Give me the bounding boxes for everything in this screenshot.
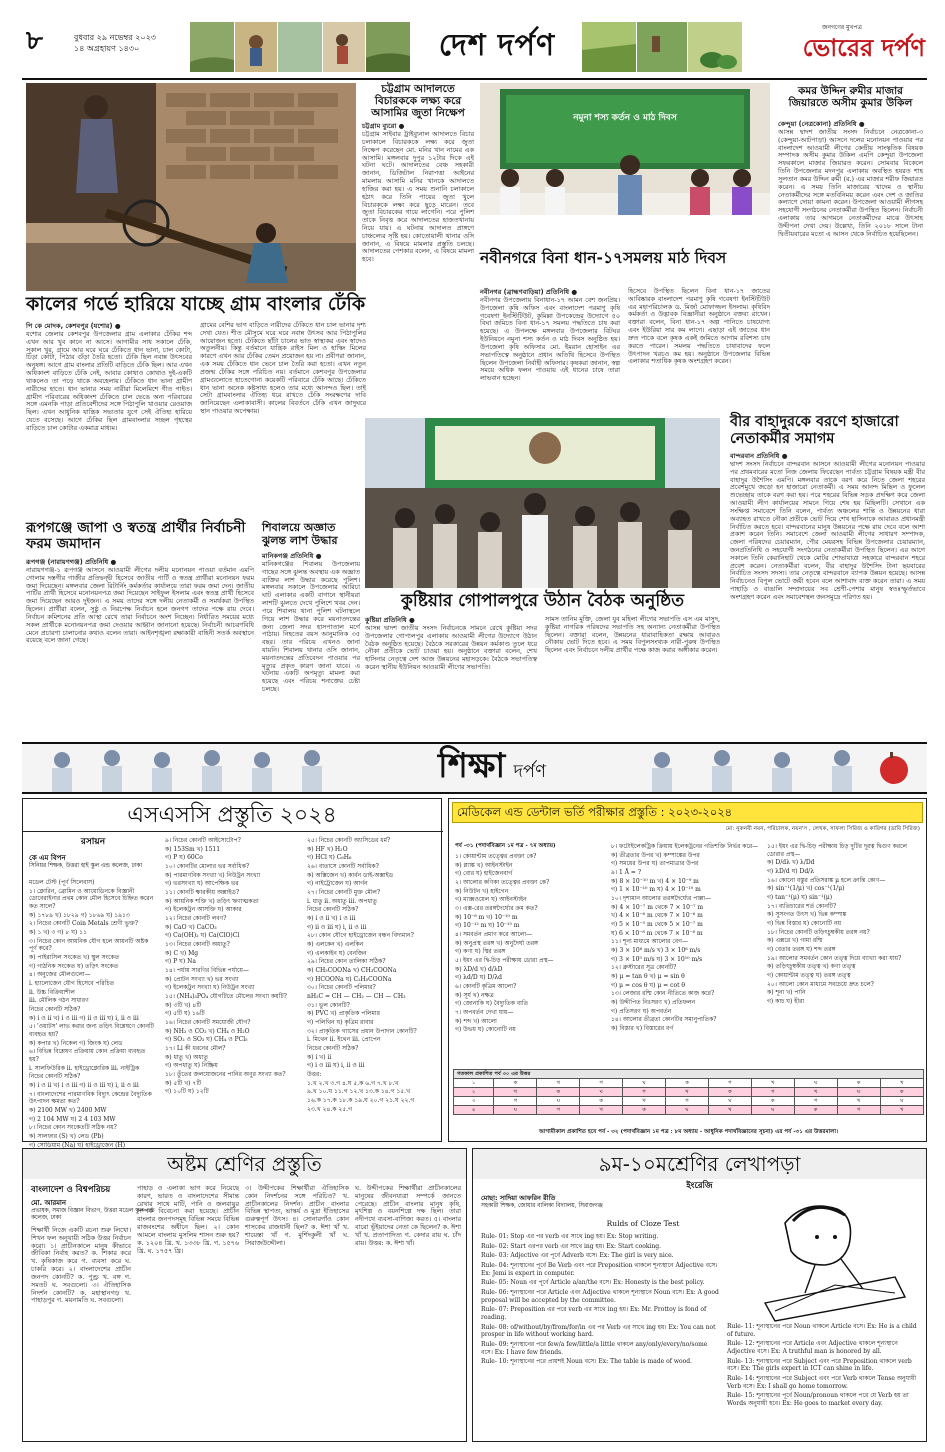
medical-question-line: ক) D/dλ খ) λ/Dd [767, 859, 815, 867]
cloze-rule: Rule- 15: শূন্যস্থানের পূর্বে Noun/pronoun থাকলে পরে যে Verb হয় তা Words অনুযায়ী হবে। Ex: He goes to market every day. [727, 1392, 909, 1408]
ssc-question-line: ক) 153Sm খ) 1511 [165, 845, 221, 853]
answer-cell: ক [494, 1079, 537, 1088]
ssc-question-line: ২৭। নিচের কোনটি মুক্ত মৌল? [307, 889, 381, 897]
kushtia-body [365, 616, 720, 736]
kushtia-headline: কুষ্টিয়ার গোপালপুরে উঠান বৈঠক অনুষ্ঠিত [400, 591, 685, 611]
field-day-body [480, 288, 770, 410]
dheki-col1: পি কে মোদক, কেশবপুর (যশোর) ● যশোর জেলার কেশবপুর উপজেলার গ্রাম এলাকার ঢেঁকির শব্দ এখন আর খুব কানে না আসে। আগামীর সাধ সকালে ঢেঁকি, সকাল খুর, গ্রামে আর ঘরে ঘরে ঢেঁকিতে ধান ভানা, চাল কোটা, চিঁড়া কোটা, পিঠার গুঁড়া তৈরি হতো। ঢেঁকি ছিল নবান্ন উৎসবের অনুষঙ্গ। আগে গ্রাম বাংলার প্রতিটি বাড়িতে ঢেঁকি ছিল। আর এখন অধিকাংশ বাড়িতে ঢেঁকি নেই, আবার কোথাও কোথাও দুই-একটি থাকলেও তা পড়ে থাকে অবহেলায়। ঢেঁকিতে ধান ভানা গ্রামীণ নারীদের হাতে। ধান ভানার সময় নারীরা মিলেমিশে গীত গাইত। গ্রামীণ পরিবারের অধিকাংশ ঢেঁকিতে চাল ভেঙে অন্য পরিবারের সঙ্গে এমনকি পাড়া প্রতিবেশীদের সঙ্গে পিঠাপুলি খাওয়ার রেওয়াজ ছিল। এখন আধুনিক যান্ত্রিক সভ্যতার যুগে সেই ঐতিহ্য হারিয়ে যেতে বসেছে। আগে ঢেঁকির ছিল গ্রামবাংলার সচ্ছল গৃহস্থের বাড়িতে চাল কোটার একমাত্র মাধ্যম। [26, 322, 192, 432]
page-number: ৮ [26, 26, 43, 56]
ssc-question-line: ক) CaO খ) CaCO₃ [165, 923, 217, 931]
medical-question-line: ২০। আলো কোন মাধ্যমে সবচেয়ে দ্রুত চলে? [767, 980, 874, 988]
ssc-question-line: ৬। বিভিন্ন বিশ্লেষণ প্রক্রিয়ায় কোন প্রক্রিয়া ব্যবহৃত হয়? [29, 1048, 146, 1064]
medical-question-line: গ) λD/d ঘ) Dd/λ [767, 868, 814, 876]
answer-cell: ঘ [494, 1106, 537, 1115]
field-day-col1: নবীনগর (ব্রাহ্মণবাড়িয়া) প্রতিনিধি ● নবীনগর উপজেলায় বিনাধান-১৭ আমন বেশ জনপ্রিয়। উপজেলা কৃষি অফিস এবং বাংলাদেশ পরমাণু কৃষি গবেষণা ইনস্টিটিউট, কুমিল্লা উপকেন্দ্রের উদ্যোগে ৫০ বিঘা জমিতে বিনা ধান-১৭ সমলয় পদ্ধতিতে চাষ করা হয়েছে। এ উপলক্ষে মঙ্গলবার উপজেলার বিটঘর ইউনিয়নে নমুনা শস্য কর্তন ও মাঠ দিবস অনুষ্ঠিত হয়। উপজেলা কৃষি অফিসার মো. ইমরান হোসাইন এর সভাপতিত্বে অনুষ্ঠানে প্রধান অতিথি হিসেবে উপস্থিত ছিলেন উপজেলা নির্বাহী অফিসার। কৃষকরা জানান, স্বল্প সময়ে অধিক ফলন পাওয়ায় এই ধানের চাষে তারা লাভবান হচ্ছেন। [480, 288, 620, 383]
dheki-photo [26, 83, 356, 291]
cloze-rule: Rule- 14: শূন্যস্থানের পরে Subject এবং পরে Verb থাকলে Tense অনুযায়ী Verb বসে। Ex: I shall go home tomorrow. [727, 1375, 917, 1390]
answer-cell: খ [880, 1106, 923, 1115]
field-day-col2: হিসেবে উপস্থিত ছিলেন বিনা ধান-১৭ জাতের আবিষ্কারক বাংলাদেশ পরমাণু কৃষি গবেষণা ইনস্টিটিউট এর মহাপরিচালক ড. মির্জা মোফাজ্জল ইসলাম। কৃষিবিদ কর্মকর্তা ও উদ্ভাবক বিজ্ঞানীরা অনুষ্ঠানে বক্তব্য রাখেন। বক্তারা বলেন, বিনা ধান-১৭ অল্প পানিতে চাষযোগ্য এবং ইউরিয়া সার কম লাগে। এছাড়া এই জাতের ধান দ্রুত পাকে বলে কৃষক একই জমিতে আগাম রবিশস্য চাষ করতে পারেন। সমলয় পদ্ধতিতে চাষাবাদের ফলে উৎপাদন খরচও কম হয়। অনুষ্ঠানে উপজেলার বিভিন্ন এলাকার শতাধিক কৃষক অংশগ্রহণ করেন। [628, 287, 770, 366]
courtyard-meeting-image [365, 418, 720, 588]
education-banner-small: দর্পণ [513, 761, 547, 782]
answer-cell: খ [623, 1097, 666, 1106]
medical-question-line: ৮। ফটোইলেকট্রিক ক্রিয়ায় ইলেকট্রনের গতিশক্তি নির্ভর করে— [611, 843, 759, 850]
field-day-meeting-image [480, 83, 770, 245]
ssc-question-line: ৩। নিচের কোন আয়নিক যৌগ হলে আয়নটি অষ্টক পূর্ণ করে? [29, 937, 149, 953]
medical-question-line: ক) 3 × 10⁸ m/s খ) 3 × 10⁶ m/s [611, 947, 701, 955]
ssc-author-desc: সিনিয়র শিক্ষক, উত্তরা হাই স্কুল এন্ড কলেজ, ঢাকা [29, 862, 143, 869]
cloze-rule: Rule- 13: শূন্যস্থানের পরে Subject এবং পরে Preposition থাকলে verb বসে। Ex: The girls expert in ICT can shine in life. [727, 1357, 912, 1373]
ssc-question-line: ৭। বাংলাদেশের পারমাণবিক বিদ্যুৎ কেন্দ্রের বৈদ্যুতিক উৎপাদন ক্ষমতা কত? [29, 1090, 152, 1106]
ssc-question-line: ১৬.ক ১৭.ক ১৮.ক ১৯.ঘ ২০.গ ২১.ঘ ২২.গ [307, 1097, 415, 1105]
ssc-question-line: গ) পলিথিন ঘ) কৃত্রিম রাবার [307, 1019, 374, 1027]
medical-question-line: ১৩। লেজার রশ্মি কোন নীতিতে কাজ করে? [611, 990, 715, 998]
ssc-question-line: i. হ্যালোজেন যৌগ হিসেবে পরিচিত [29, 980, 115, 988]
answer-cell: ঘ [708, 1097, 751, 1106]
rally-headline: বীর বাহাদুরকে বরণে হাজারো নেতাকর্মীর সমাগম [730, 414, 899, 447]
education-banner [22, 742, 927, 794]
answer-cell: খ [837, 1097, 880, 1106]
medical-question-line: ৩। এক্স-রের তরঙ্গদৈর্ঘ্যের ক্রম কত? [455, 905, 538, 913]
answer-cell: খ [751, 1079, 794, 1088]
students-image-right [632, 746, 917, 792]
ssc-question-line: ১৪। পর্যায় সারণির বিভিন্ন পর্যায়ে— [165, 967, 249, 975]
class9-rules-title: Rulds of Cloze Test [606, 1219, 680, 1228]
answer-cell: ঘ [623, 1079, 666, 1088]
answer-cell: ক [837, 1079, 880, 1088]
medical-question-line: ক) নিউটন খ) হাইগেন [455, 887, 509, 895]
medical-question-line: ক) সূর্য খ) নক্ষত্র [455, 991, 494, 999]
ssc-question-line: ৯.খ ১০.ঘ ১১.গ ১২.খ ১৩.ক ১৪.গ ১৫.খ [307, 1088, 411, 1096]
ssc-question-line: ২। নিচের কোনটি Coin Metals শ্রেণী ভুক্ত? [29, 920, 138, 928]
ssc-question-line: ক) প্রোটন সংখ্যা খ) ভর সংখ্যা [165, 975, 239, 983]
medical-question-line: ক) λD/d খ) d/λD [455, 965, 503, 973]
medical-question-line: ক) সুসংগত উৎস খ) ভিন্ন কম্পাঙ্ক [767, 911, 847, 919]
class8-author-desc: প্রভাষক, সমাজ বিজ্ঞান বিভাগ, উত্তরা মডেল স্কুল এন্ড কলেজ, ঢাকা [31, 1207, 155, 1221]
medical-question-line: গ) কাচ ঘ) হীরা [767, 998, 805, 1006]
answer-cell: ৪ [454, 1106, 494, 1115]
ssc-question-line: ৯। নিচের কোনটি আইসোটোপ? [165, 837, 241, 844]
medical-question-line: গ) বোর ঘ) হাইজেনবার্গ [455, 870, 513, 878]
medical-question-line: গ) λd/D ঘ) D/λd [455, 974, 502, 982]
ssc-question-line: নিচের কোনটি সঠিক? [29, 1073, 81, 1081]
shibalay-body: মানিকগঞ্জ প্রতিনিধি ● মানিকগঞ্জের শিবালয় উপজেলায় গাছের সঙ্গে ঝুলন্ত অবস্থায় এক অজ্ঞাত ব্যক্তির লাশ উদ্ধার করেছে পুলিশ। মঙ্গলবার সকালে উপজেলার আরিচা ঘাট এলাকার একটি বাগানে স্থানীয়রা লাশটি ঝুলতে দেখে পুলিশে খবর দেন। পরে শিবালয় থানা পুলিশ ঘটনাস্থলে গিয়ে লাশ উদ্ধার করে ময়নাতদন্তের জন্য জেলা সদর হাসপাতাল মর্গে পাঠায়। নিহতের বয়স আনুমানিক ৩৫ বছর। তার পরিচয় এখনও জানা যায়নি। শিবালয় থানার ওসি জানান, ময়নাতদন্তের প্রতিবেদন পাওয়ার পর মৃত্যুর প্রকৃত কারণ জানা যাবে। এ ঘটনায় একটি অপমৃত্যু মামলা করা হয়েছে এবং পরিচয় শনাক্তের চেষ্টা চলছে। [262, 552, 360, 694]
brand-tag: জনগণের মুখপত্র [822, 24, 862, 31]
medical-question-line: ঘ) 6 × 10⁻⁸ m থেকে 7 × 10⁻⁸ m [611, 929, 703, 937]
answer-cell: গ [580, 1079, 623, 1088]
medical-question-line: গ) μ = cos θ ঘ) μ = cot θ [611, 981, 685, 989]
medical-question-line: গ) সময়ের উপর ঘ) তাপমাত্রার উপর [611, 860, 699, 868]
ssc-question-line: ক) i ও ii খ) i ও iii [307, 915, 356, 923]
medical-question-line: ক) 10⁻⁸ m খ) 10⁻¹⁰ m [455, 913, 518, 921]
medical-question-line: গ) জোনাকি ঘ) বৈদ্যুতিক বাতি [455, 1000, 529, 1008]
class8-title: অষ্টম শ্রেণির প্রস্তুতি [23, 1149, 466, 1179]
dheki-headline: কালের গর্ভে হারিয়ে যাচ্ছে গ্রাম বাংলার ঢেঁকি [26, 293, 366, 315]
medical-question-line: ক) μ = tan θ খ) μ = sin θ [611, 973, 685, 981]
ssc-question-line: ক) ধাতু খ) অধাতু [165, 1053, 208, 1061]
kushtia-col1: কুষ্টিয়া প্রতিনিধি ● আসন্ন দ্বাদশ জাতীয় সংসদ নির্বাচনকে সামনে রেখে কুষ্টিয়া সদর উপজেলার গোপালপুর এলাকায় আওয়ামী লীগের উদ্যোগে উঠান বৈঠক অনুষ্ঠিত হয়েছে। বৈঠকে সরকারের উন্নয়ন কর্মকাণ্ড তুলে ধরে নৌকা প্রতীকে ভোট চাওয়া হয়। অনুষ্ঠানে বক্তারা বলেন, শেখ হাসিনার নেতৃত্বে দেশ আজ উন্নয়নের মহাসড়কে। বৈঠকে সভাপতিত্ব করেন স্থানীয় ইউনিয়ন আওয়ামী লীগের সভাপতি। [365, 616, 537, 672]
ssc-question-line: ক) ৩টি খ) ৪টি [165, 1001, 202, 1009]
ssc-question-line: ২৩.খ ২৪.ক ২৫.গ [307, 1105, 352, 1113]
medical-question-line: ক) অনুপ্রস্থ তরঙ্গ খ) অনুদৈর্ঘ্য তরঙ্গ [455, 939, 539, 947]
class8-author: মো. আরমান [31, 1199, 66, 1208]
answer-cell: ঘ [580, 1088, 623, 1097]
medical-question-line: ক) 4 × 10⁻⁷ m থেকে 7 × 10⁻⁷ m [611, 903, 704, 911]
medical-question-line: ১০। দৃশ্যমান আলোর তরঙ্গদৈর্ঘ্যের পাল্লা— [611, 895, 712, 903]
cloze-rule: Rule- 03: Adjective এর পূর্বে Adverb বসে। Ex: The girl is very nice. [481, 1252, 674, 1260]
ssc-question-line: ৪। অনুজের মৌলগুলো— [29, 971, 91, 979]
ssc-question-line: ক) কপার খ) নিকেল গ) জিংক ঘ) লেড [29, 1039, 123, 1047]
ssc-question-line: গ) গাঠনিক সংকেত ঘ) তড়িৎ সংকেত [29, 962, 119, 970]
medical-question-line: ক) তীব্রতার উপর খ) কম্পাঙ্কের উপর [611, 851, 700, 859]
ssc-question-line: ৮। নিচের কোন সংকেতটি সঠিক নয়? [29, 1124, 117, 1132]
medical-question-line: ক) শব্দ খ) আলো [455, 1017, 497, 1025]
medical-question-line: ১২। ব্রুস্টারের সূত্র কোনটি? [611, 964, 677, 972]
dheki-body [26, 322, 366, 514]
ssc-meta [29, 837, 157, 870]
ssc-question-line: ক) PVC খ) প্রাকৃতিক পলিমার [307, 1010, 380, 1018]
ssc-question-line: গ) SO₂ ও SO₃ ঘ) CH₄ ও PCl₅ [165, 1036, 248, 1044]
field-photos-image [582, 22, 742, 72]
answer-cell: গ [537, 1106, 580, 1115]
answer-cell: ঘ [666, 1106, 709, 1115]
field-day-photo-banner: নমুনা শস্য কর্তন ও মাঠ দিবস [573, 113, 677, 123]
medical-question-line: গ) 1 × 10⁻¹⁰ m ঘ) 4 × 10⁻¹⁰ m [611, 886, 701, 894]
medical-question-line: গ) tan⁻¹(μ) ঘ) sin⁻¹(μ) [767, 894, 833, 902]
answer-cell: খ [708, 1106, 751, 1115]
answer-cell: গ [794, 1097, 837, 1106]
answer-cell: খ [494, 1088, 537, 1097]
class8-col1: শিক্ষার্থী নিজে একটি রচনা শুরু লিখো। শিখন ফল অনুযায়ী সঠিক উত্তর নির্বাচন করো। ১। প্রাচীনকালে মানুষ কীভাবে জীবিকা নির্বাহ করত? ক. শিকার করে খ. কৃষিকাজ করে গ. ব্যবসা করে ঘ. চাকরি করে। ২। বাংলাদেশের প্রাচীন জনপদ কোনটি? ক. পুণ্ড্র খ. বঙ্গ গ. সমতট ঘ. সবগুলো। ৩। ঐতিহাসিক নিদর্শন কোনটি? ক. মহাস্থানগড় খ. পাহাড়পুর গ. ময়নামতি ঘ. সবগুলো। [31, 1226, 131, 1305]
medical-question-line: ক) শূন্য খ) পানি [767, 989, 806, 997]
answer-cell: ক [880, 1088, 923, 1097]
ssc-question-line: গ) ১০টি ঘ) ১২টি [165, 1088, 209, 1096]
ssc-question-line: ৫। 'ওয়াটস' লাভ করার জন্য তড়িৎ বিশ্লেষণে কোনটি ব্যবহৃত হয়? [29, 1023, 154, 1039]
medical-question-line: ১৬। কোনো বস্তুর প্রতিসরাঙ্ক μ হলে ক্রান্তি কোণ— [767, 876, 886, 884]
ssc-question-line: গ) P ঘ) Na [165, 958, 196, 966]
ssc-question-line: i. ধাতু ii. অধাতু iii. অপধাতু [307, 897, 378, 905]
medical-question-line: ৫। ইয়ং এর দ্বি-চিড় পরীক্ষায় ডোরা প্রস্থ— [455, 957, 554, 965]
ssc-question-line: ক) ৫টি খ) ৭টি [165, 1079, 202, 1087]
medical-question-line: গ) কণা ঘ) স্থির তরঙ্গ [455, 948, 506, 956]
answer-cell: ক [666, 1079, 709, 1088]
medical-question-line: ৭। অপবর্তন দেখা যায়— [455, 1009, 514, 1017]
answer-cell: গ [623, 1088, 666, 1097]
medical-question-line: ১৫। ইয়ং এর দ্বি-চিড় পরীক্ষায় চিড় দুটির দূরত্ব দ্বিগুণ করলে ডোরার প্রস্থ— [767, 843, 907, 858]
class9-section [472, 1148, 927, 1442]
rupganj-headline: রূপগঞ্জে জাপা ও স্বতন্ত্র প্রার্থীর নির্বাচনী ফরম জমাদান [26, 520, 246, 553]
ssc-question-line: i. মিথেন ii. ইথেন iii. প্রোপেন [307, 1036, 381, 1044]
ssc-question-line: ক) i খ) ii [307, 1053, 332, 1061]
ssc-question-line: ১৭। Li কী ধরনের মৌল? [165, 1045, 226, 1053]
ssc-question-line: iii. মৌলিক গঠন সাধারণ [29, 997, 89, 1005]
medical-question-line: ক) এক্সরে খ) গামা রশ্মি [767, 937, 823, 945]
answer-cell: ১ [454, 1079, 494, 1088]
farm-photos-image [190, 22, 410, 72]
answer-cell: ক [623, 1106, 666, 1115]
cloze-rules-right [727, 1323, 921, 1439]
medical-question-line: ১৭। ব্যতিচারের শর্ত কোনটি? [767, 902, 837, 910]
students-image-left [32, 746, 332, 792]
medical-answer-table [453, 1069, 924, 1115]
section-title: দেশ দর্পণ [438, 28, 556, 63]
ssc-question-line: ১০। কোনটির মোলার ভর সর্বাধিক? [165, 863, 250, 871]
ssc-question-line: গ) অপধাতু ঘ) নিষ্ক্রিয় [165, 1062, 218, 1070]
ssc-question-line: ৩০। নিচের কোনটি পলিমার? [307, 984, 376, 992]
ssc-question-line: নিচের কোনটি সঠিক? [29, 1006, 81, 1014]
ssc-question-line: গ) নাইট্রোজেন ঘ) আর্গন [307, 880, 368, 888]
ssc-question-line: ২৯। নিচের কোন তালিকা সঠিক? [307, 958, 386, 966]
ssc-question-line: ৩২। প্রাকৃতিক গ্যাসের প্রধান উপাদান কোনটি? [307, 1027, 417, 1035]
education-banner-big: শিক্ষা [437, 746, 506, 786]
medical-question-line: গ) 3 × 10⁵ m/s ঘ) 3 × 10¹⁰ m/s [611, 955, 703, 963]
medical-question-line: ক) তড়িৎচুম্বকীয় তত্ত্ব খ) কণা তত্ত্ব [767, 963, 856, 971]
answer-cell: খ [794, 1088, 837, 1097]
cloze-rule: Rule- 10: শূন্যস্থানের পরে প্রায়শই Noun বসে। Ex: The table is made of wood. [481, 1358, 692, 1366]
cloze-rules-left [481, 1233, 721, 1439]
ssc-question-line: ক) i ও ii খ) i ও iii গ) ii ও iii ঘ) i, ii ও iii [29, 1082, 139, 1090]
cloze-rule: Rule- 09: শূন্যস্থানের পরে few/a few/little/a little থাকলে any/only/every/no/some বসে। Ex: I have few friends. [481, 1341, 708, 1356]
class8-subject: বাংলাদেশ ও বিশ্বপরিচয় [31, 1185, 111, 1195]
ssc-question-line: উত্তর: [307, 1071, 322, 1079]
ssc-question-line: ii. উচ্চ বিক্রিয়াশীল [29, 988, 75, 996]
ssc-question-line: নিচের কোনটি সঠিক? [307, 1045, 359, 1053]
ssc-question-line: গ) ইলেকট্রন সংখ্যা ঘ) নিউট্রন সংখ্যা [165, 984, 255, 992]
masthead [22, 20, 927, 76]
medical-question-line: ৯। 1 Å = ? [611, 869, 642, 877]
ssc-question-line: ক) সালফার (S) খ) লেড (Pb) [29, 1133, 104, 1141]
field-day-headline: নবীনগরে বিনা ধান-১৭সমলয় মাঠ দিবস [480, 249, 727, 267]
medical-question-line: ক) sin⁻¹(1/μ) খ) cos⁻¹(1/μ) [767, 885, 845, 893]
kushtia-photo [365, 418, 720, 588]
answer-row [454, 1097, 924, 1106]
ssc-question-line: গ) ভরসংখ্যা ঘ) আপেক্ষিক ভর [165, 880, 239, 888]
masthead-photo-strip-left [190, 22, 410, 72]
ssc-question-line: গ) ii ও iii ঘ) i, ii ও iii [307, 923, 367, 931]
ssc-question-line: i. সালফিউরিক ii. হাইড্রোক্লোরিক iii. নাইট্রিক [29, 1064, 140, 1072]
answer-cell: ২ [454, 1088, 494, 1097]
masthead-photo-strip-right [582, 22, 742, 72]
ssc-question-line: ১। ক্লোরিন, ব্রোমিন ও আয়োডিনকে বিজ্ঞানী ডোবেরাইনার প্রথম কোন মৌল হিসেবে চিহ্নিত করেন কত সালে? [29, 887, 154, 911]
ssc-question-line: ১৬। নিচের কোনটি সমযোজী যৌগ? [165, 1019, 251, 1027]
answer-row [454, 1088, 924, 1097]
answer-cell: ৩ [454, 1097, 494, 1106]
cloze-rule: Rule- 08: of/without/by/from/for/in এর পর Verb এর সাথে ing হয়। Ex: You can not prosper in life without working hard. [481, 1323, 716, 1339]
answer-cell: ক [751, 1097, 794, 1106]
class9-subject: ইংরেজি [686, 1181, 713, 1191]
answer-cell: খ [666, 1088, 709, 1097]
ssc-question-line: গ) HCl ঘ) C₆H₆ [307, 854, 352, 862]
ssc-question-line: ১২। নিচের কোনটি লবণ? [165, 915, 227, 923]
ssc-question-line: ক) ১৭৮৯ খ) ১৮২৯ গ) ১৮৬৯ ঘ) ১৯১৩ [29, 911, 130, 919]
mazar-body: কেন্দুয়া (নেত্রকোনা) প্রতিনিধি ● আসন্ন দ্বাদশ জাতীয় সংসদ নির্বাচনে নেত্রকোনা-৩ (কেন্দুয়া-আটপাড়া) আসনে দলের মনোনয়ন পাওয়ার পর বাংলাদেশ আওয়ামী লীগের কেন্দ্রীয় সাংস্কৃতিক বিষয়ক সম্পাদক অসীম কুমার উকিল এমপি কেন্দুয়া উপজেলা সফরকালে মাজার জিয়ারত করেন। সোমবার বিকেলে তিনি উপজেলার মদনপুর এলাকায় অবস্থিত হযরত শাহ সুলতান কমর উদ্দিন রুমী (র.) এর মাজার শরীফ জিয়ারত করেন। এ সময় তিনি মাজারের খাদেম ও স্থানীয় নেতাকর্মীদের সঙ্গে মতবিনিময় করেন এবং দেশ ও জাতির কল্যাণে দোয়া কামনা করেন। উপজেলা আওয়ামী লীগসহ সহযোগী সংগঠনের নেতাকর্মীরা উপস্থিত ছিলেন। নির্বাচনী এলাকায় তার আগমনে নেতাকর্মীদের মাঝে উৎসাহ উদ্দীপনা দেখা দেয়। উল্লেখ্য, তিনি ২০১৮ সালে টানা দ্বিতীয়বারের মতো এ আসন থেকে নির্বাচিত হয়েছিলেন। [778, 120, 923, 238]
cloze-rule: Rule- 11: শূন্যস্থানের পরে Noun থাকলে Article বসে। Ex: He is a child of future. [727, 1323, 917, 1338]
court-body: চট্টগ্রাম ব্যুরো ● চট্টগ্রাম সাইবার ট্রাইব্যুনাল আদালতে বিচার চলাকালে বিচারককে লক্ষ্য করে জুতা নিক্ষেপ করেছেন মো. মনির খান নামের এক আসামি। মঙ্গলবার দুপুর ১২টার দিকে এই ঘটনা ঘটে। আদালতের বেঞ্চ সহকারী জানান, ডিজিটাল নিরাপত্তা আইনের মামলায় আসামি মনির খানকে আদালতে হাজির করা হয়। এ সময় শুনানি চলাকালে হঠাৎ করে তিনি পায়ের জুতা খুলে বিচারককে লক্ষ্য করে ছুড়ে মারেন। তবে জুতা বিচারকের গায়ে লাগেনি। পরে পুলিশ তাকে নিবৃত্ত করে আদালতের হাজতখানায় নিয়ে যায়। এ ঘটনায় আদালত প্রাঙ্গণে চাঞ্চল্যের সৃষ্টি হয়। কোতোয়ালী থানার ওসি জানান, এ বিষয়ে মামলার প্রস্তুতি চলছে। আদালতের পেশকার বলেন, এ বিষয়ে মামলা হবে। [362, 122, 474, 264]
ssc-question-line: গ) i ও iii ঘ) i, ii ও iii [307, 1062, 365, 1070]
ssc-question-line: ২৬। বাতাসে কোনটি সর্বাধিক? [307, 863, 379, 871]
kushtia-col2: সামস তানিম মুক্তি, জেলা যুব মহিলা লীগের সভাপতি এস এম মাসুদ, কুষ্টিয়া নাগরিক পরিষদের সভাপতি সহ অন্যান্য নেতাকর্মীরা উপস্থিত ছিলেন। বক্তারা বলেন, উন্নয়নের ধারাবাহিকতা রক্ষায় আবারও নৌকায় ভোট দিতে হবে। এ সময় বিপুলসংখ্যক নারী-পুরুষ উপস্থিত ছিলেন এবং নির্বাচনে দলীয় প্রার্থীর পক্ষে কাজ করার অঙ্গীকার করেন। [545, 615, 720, 655]
medical-question-line: ৪। সমবর্তন প্রমাণ করে আলো— [455, 931, 533, 939]
brand-logo: ভোরের দর্পণ [802, 34, 925, 62]
medical-question-line: ক) প্ল্যাঙ্ক খ) আইনস্টাইন [455, 861, 513, 869]
ssc-question-line: মডেল টেস্ট (পূর্ণ সিলেবাস) [29, 879, 95, 886]
ssc-question-line: গ) 2 104 MW ঘ) 2 4 103 MW [29, 1115, 116, 1123]
ssc-question-line: গ) ৫টি ঘ) ১৬টি [165, 1010, 205, 1018]
medical-footer: আগামীকাল প্রকাশিত হবে পর্ব - ৩২ (পদার্থবিজ্ঞান ১ম পত্র : ৮ম অধ্যায় - আধুনিক পদার্থবিজ্ঞানের সূচনা) এর পর্ব -৩১ এর উত্তরমালা। [538, 1129, 839, 1135]
ssc-question-line: ক) NH₃ ও CO₂ খ) CH₄ ও H₂O [165, 1027, 250, 1035]
answer-table-header: গতকাল প্রকাশিত পর্ব ৩০ এর উত্তর [454, 1070, 924, 1079]
ssc-question-line: ক) অক্সিজেন খ) কার্বন ডাই-অক্সাইড [307, 871, 394, 879]
answer-cell: ক [794, 1106, 837, 1115]
masthead-rule [22, 78, 927, 80]
mazar-headline: কমর উদ্দিন রুমীর মাজার জিয়ারতে অসীম কুমার উকিল [788, 85, 913, 110]
answer-cell: গ [494, 1097, 537, 1106]
ssc-author: কে এম বিপন [29, 853, 66, 862]
ssc-question-line: nH₂C = CH — CH₂ — CH — CH₃ [307, 993, 406, 1001]
cloze-rule: Rule- 05: Noun এর পূর্বে Article a/an/the বসে। Ex: Honesty is the best policy. [481, 1279, 705, 1287]
medical-question-line: ক) উদ্দীপিত নিঃসরণ খ) প্রতিফলন [611, 999, 696, 1007]
medical-question-line: ২। আলোর কণিকা তত্ত্বের প্রবক্তা কে? [455, 879, 550, 887]
woman-husking-rice-image [26, 83, 356, 291]
answer-cell: ক [537, 1088, 580, 1097]
medical-col3 [767, 843, 921, 1065]
ssc-question-line: ক) C খ) Mg [165, 949, 199, 957]
answer-row [454, 1079, 924, 1088]
medical-col1 [455, 853, 605, 1065]
answer-cell: গ [751, 1088, 794, 1097]
cloze-rule: Rule- 07: Preposition এর পরে verb এর সাথে ing হয়। Ex: Mr. Prottoy is fond of reading. [481, 1306, 707, 1322]
ssc-col3 [307, 837, 437, 1139]
field-day-photo [480, 83, 770, 245]
answer-row [454, 1106, 924, 1115]
ssc-question-line: ১১। কোনটি ক্ষারকীয় অক্সাইড? [165, 889, 240, 897]
ssc-question-line: গ) ইলেকট্রন আসক্তি ঘ) আকার [165, 906, 242, 914]
ssc-question-line: ক) HF খ) H₂O [307, 845, 348, 853]
medical-part: পর্ব -৩১ (পদার্থবিজ্ঞান ১ম পত্র - ৭ম অধ্যায়) [455, 843, 556, 849]
cloze-rule: Rule- 01: Stop এর পর verb এর সাথে ing হয়। Ex: Stop writing. [481, 1233, 659, 1240]
dheki-col2: গ্রামের বেশির ভাগ বাড়িতে নারীদের ঢেঁকিতে ধান চাল ভানার দৃশ্য দেখা যেত। শীত মৌসুমে ঘরে ঘরে নবান্ন উৎসব আর পিঠাপুলির আয়োজন হতো। ঢেঁকিতে ছাঁটা চালের ভাত স্বাস্থ্যকর এবং স্বাদেও অতুলনীয়। কিন্তু বর্তমানে যান্ত্রিক রাইস মিল ও হাস্কিং মিলের কারণে এখন আর ঢেঁকির তেমন প্রয়োজন হয় না। প্রবীণরা জানান, এক সময় ঢেঁকিতে ধান ভেনে চাল তৈরি করা হতো। এখন নতুন প্রজন্ম ঢেঁকির সঙ্গে পরিচিত নয়। বর্তমানে কেশবপুর উপজেলার গ্রামগুলোতে হাতেগোনা কয়েকটি পরিবারে ঢেঁকি আছে। ঢেঁকিতে ধান ভানা অনেক কষ্টসাধ্য হলেও তার মধ্যে আনন্দও ছিল। তাই সেটা গ্রামবাংলার ঐতিহ্য ধরে রাখতে ঢেঁকি সংরক্ষণের দাবি জানিয়েছেন এলাকাবাসী। কালের বিবর্তনে ঢেঁকি এখন জাদুঘরে স্থান পাওয়ার অপেক্ষায়। [200, 321, 366, 415]
answer-cell: গ [666, 1097, 709, 1106]
class8-col3: ৩। উদ্দীপকের শিক্ষার্থীরা ঐতিহাসিক কোন নিদর্শনের সঙ্গে পরিচিত? খ. প্রাচীনকালের নিদর্শন। প্রাচীন বাংলার বিভিন্ন স্থাপত্য, ভাস্কর্য ও মুদ্রা ইতিহাসের গুরুত্বপূর্ণ উৎস। ৪। সোনারগাঁও কোন শাসকের রাজধানী ছিল? ক. ঈশা খাঁ খ. শায়েস্তা খাঁ গ. মুর্শিদকুলী খাঁ ঘ. সিরাজউদ্দৌলা। [245, 1184, 349, 1247]
medical-question-line: গ) প্রতিসরণ ঘ) অপবর্তন [611, 1007, 672, 1015]
ssc-question-line: ২৮। কোন যৌগে হাইড্রোজেন বন্ধন বিদ্যমান? [307, 932, 414, 940]
ssc-col1 [29, 879, 157, 1149]
medical-question-line: ক) বিস্তার খ) বিস্তারের বর্গ [611, 1025, 674, 1033]
date-line: বুধবার ২৯ নভেম্বর ২০২৩ ১৪ অগ্রহায়ণ ১৪৩০ [74, 33, 157, 54]
medical-question-line: ১। কোয়ান্টাম তত্ত্বের প্রবক্তা কে? [455, 853, 537, 860]
answer-cell: ঘ [537, 1097, 580, 1106]
medical-question-line: গ) 5 × 10⁻⁵ m থেকে 5 × 10⁻⁷ m [611, 921, 703, 929]
class8-col4: ঘ. উদ্দীপকের শিক্ষার্থীরা প্রাচীনকালের মানুষের জীবনযাত্রা সম্পর্কে জানতে পেরেছে। প্রাচীন বাংলার মানুষ কৃষি, মৃৎশিল্প ও বয়নশিল্পে দক্ষ ছিল। তারা নদীপথে ব্যবসা-বাণিজ্য করত। ৫। বাংলার বারো ভূঁইয়াদের নেতা কে ছিলেন? ক. ঈশা খাঁ খ. প্রতাপাদিত্য গ. কেদার রায় ঘ. চাঁদ রায়। উত্তর: ক. ঈশা খাঁ। [355, 1184, 461, 1247]
rupganj-body: রূপগঞ্জ (নারায়ণগঞ্জ) প্রতিনিধি ● নারায়ণগঞ্জ-১ রূপগঞ্জ আসনে আওয়ামী লীগের দলীয় মনোনয়ন পাওয়া বর্তমান এমপি গোলাম দস্তগীর গাজীর প্রতিদ্বন্দ্বী হিসেবে জাতীয় পার্টি ও স্বতন্ত্র প্রার্থীরা মনোনয়ন ফরম জমা দিয়েছেন। মঙ্গলবার জেলা রিটার্নিং কর্মকর্তার কার্যালয়ে তারা ফরম জমা দেন। জাতীয় পার্টির প্রার্থী হিসেবে মনোনয়নপত্র জমা দিয়েছেন সাইফুল ইসলাম এবং স্বতন্ত্র প্রার্থী হিসেবে জমা দিয়েছেন আরও দুইজন। এ সময় তাদের সঙ্গে দলীয় নেতাকর্মী ও সমর্থকরা উপস্থিত ছিলেন। প্রার্থীরা বলেন, সুষ্ঠু ও নিরপেক্ষ নির্বাচন হলে জনগণ তাদের পক্ষে রায় দেবে। নির্বাচন কমিশনের প্রতি আস্থা রেখে তারা নির্বাচনে অংশ নিচ্ছেন। নির্ধারিত সময়ের মধ্যে সকল প্রার্থীকে মনোনয়নপত্র জমা দেওয়ার আহ্বান জানানো হয়েছে। নির্বাচনী আচরণবিধি মেনে প্রচারণা চালানোর কথাও বলেন তারা। আইনশৃঙ্খলা রক্ষাকারী বাহিনী সতর্ক অবস্থানে রয়েছে বলে জানা গেছে। [26, 558, 254, 645]
medical-question-line: গ) কোয়ান্টাম তত্ত্ব ঘ) তরঙ্গ তত্ত্ব [767, 972, 851, 980]
ssc-question-line: গ) Ca(OH)₂ ঘ) Ca(ClO)Cl [165, 932, 240, 940]
medical-question-line: গ) বেতার তরঙ্গ ঘ) শব্দ তরঙ্গ [767, 946, 836, 954]
ssc-question-line: ক) CH₃COONa খ) CH₃COONa [307, 967, 397, 975]
education-banner-title [372, 746, 612, 787]
ssc-question-line: গ) এলকাইন ঘ) বেনজিন [307, 949, 367, 957]
ssc-question-line: গ) P ঘ) 60Co [165, 854, 203, 862]
cloze-rule: Rule- 06: শূন্যস্থানের পরে Article এবং Adjective থাকলে শূন্যস্থানে Noun বসে। Ex: A good proposal will be accepted by the committee. [481, 1289, 719, 1304]
ssc-question-line: ক) আয়নিক শক্তি খ) তড়িৎ ঋণাত্মকতা [165, 897, 259, 905]
answer-cell: ঘ [880, 1097, 923, 1106]
ssc-question-line: গ) HCOONa ঘ) C₂H₅COONa [307, 975, 392, 983]
medical-question-line: গ) 10⁻¹² m ঘ) 10⁻¹⁵ m [455, 922, 520, 930]
medical-question-line: ৬। কোনটি কৃত্রিম আলো? [455, 983, 517, 991]
cloze-rule: Rule- 02: Start এরপর verb এর সাথে ing হয়। Ex: Start cooking. [481, 1242, 662, 1250]
ssc-title: এসএসসি প্রস্তুতি ২০২৪ [127, 803, 337, 828]
rally-body: বান্দরবান প্রতিনিধি ● দ্বাদশ সংসদ নির্বাচনে বান্দরবান আসনে আওয়ামী লীগের মনোনয়ন পাওয়ার পর প্রথমবারের মতো নিজ জেলায় ফিরেছেন পার্বত্য চট্টগ্রাম বিষয়ক মন্ত্রী বীর বাহাদুর উশৈসিং এমপি। মঙ্গলবার তাকে বরণ করে নিতে জেলা শহরের প্রবেশমুখে জড়ো হন হাজারো নেতাকর্মী। এ সময় আনন্দ মিছিল ও ফুলেল শুভেচ্ছায় তাকে বরণ করা হয়। পরে শহরের বিভিন্ন সড়ক প্রদক্ষিণ করে জেলা আওয়ামী লীগ কার্যালয়ের সামনে গিয়ে শেষ হয় মিছিলটি। সেখানে এক সংক্ষিপ্ত সমাবেশে তিনি বলেন, পার্বত্য অঞ্চলের শান্তি ও উন্নয়নের ধারা অব্যাহত রাখতে নৌকা প্রতীকে ভোট দিয়ে শেখ হাসিনাকে আবারও প্রধানমন্ত্রী নির্বাচিত করতে হবে। বান্দরবানের মানুষ উন্নয়নের পক্ষে রায় দেবে বলে আশা প্রকাশ করেন তিনি। সমাবেশে জেলা আওয়ামী লীগের সাধারণ সম্পাদক, জেলা পরিষদের চেয়ারম্যান, পৌর মেয়রসহ বিভিন্ন উপজেলার চেয়ারম্যান, জনপ্রতিনিধি ও সহযোগী সংগঠনের নেতাকর্মীরা উপস্থিত ছিলেন। এর আগে সকালে তিনি কেরানিহাট থেকে মোটর শোভাযাত্রা সহকারে বান্দরবান শহরে প্রবেশ করেন। নেতাকর্মীরা বলেন, বীর বাহাদুর উশৈসিং টানা ছয়বারের নির্বাচিত সংসদ সদস্য। তার নেতৃত্বে বান্দরবানে ব্যাপক উন্নয়ন হয়েছে। আসন্ন নির্বাচনেও বিপুল ভোটে জয়ী হবেন বলে আশাবাদ ব্যক্ত করেন তারা। এ সময় পাহাড়ি ও বাঙালি সম্প্রদায়ের সব শ্রেণী-পেশার মানুষ স্বতঃস্ফূর্তভাবে অংশগ্রহণ করেন এবং সমাবেশস্থল জনসমুদ্রে পরিণত হয়। [730, 452, 925, 601]
medical-section [448, 798, 927, 1142]
medical-question-line: গ) উভয় ঘ) কোনোটি নয় [455, 1026, 516, 1034]
ssc-question-line: ১.খ ২.খ ৩.গ ৪.ঘ ৫.ক ৬.গ ৭.খ ৮.খ [307, 1079, 399, 1087]
medical-author: মো: নুরুনবী নয়ন, পরিচালক, নয়ন'স , লেখক, সাফল্য সিরিজ ও কারিগর (ডাবি সিরিজ) [725, 826, 920, 833]
class8-section [22, 1148, 467, 1442]
cloze-rule: Rule- 12: শূন্যস্থানের পরে Article এবং Adjective থাকলে শূন্যস্থানে Adjective বসে। Ex: A truthful man is honored by all. [727, 1340, 898, 1356]
class8-col2: পাহাড় ও এলাকা ভাগ করে নিয়েছে কারণ, ভারত ও বাংলাদেশের সীমান্ত রেখার সাথে মাটি, পানি ও জলবায়ুর সম্পর্ক বিবেচনা করা হয়েছে। প্রাচীন বাংলার জনপদসমূহ বিভিন্ন সময়ে বিভিন্ন রাজবংশের অধীনে ছিল। ২। কোন আমলে বাংলায় মুসলিম শাসন শুরু হয়? ক. ১২০৪ খ্রি. খ. ১৩৩৮ খ্রি. গ. ১৫৭৬ খ্রি. ঘ. ১৭৫৭ খ্রি। [137, 1184, 239, 1255]
medical-question-line: ১৪। আলোর তীব্রতা কোনটির সমানুপাতিক? [611, 1016, 717, 1024]
medical-col2 [611, 843, 761, 1065]
answer-cell: ক [580, 1097, 623, 1106]
medical-question-line: গ) ভিন্ন বিস্তার ঘ) কোনোটি নয় [767, 920, 842, 928]
ssc-question-line: ১৫। (NH₄)₃PO₄ যৌগটিতে মৌলের সংখ্যা কয়টি? [165, 993, 287, 1001]
medical-question-line: গ) ম্যাক্সওয়েল ঘ) আইনস্টাইন [455, 896, 527, 904]
ssc-question-line: ১৩। নিচের কোনটি অধাতু? [165, 941, 230, 949]
answer-cell: গ [837, 1106, 880, 1115]
answer-cell: ঘ [794, 1079, 837, 1088]
ssc-question-line: গ) সোডিয়াম (Na) ঘ) হাইড্রোজেন (H) [29, 1141, 126, 1149]
medical-question-line: ১১। শূন্য মাধ্যমে আলোর বেগ— [611, 938, 688, 946]
answer-grid [453, 1069, 924, 1115]
ssc-question-line: ক) এলকেন খ) এলকিন [307, 941, 364, 949]
ssc-question-line: নিচের কোনটি সঠিক? [307, 906, 359, 914]
answer-cell: খ [880, 1079, 923, 1088]
ssc-question-line: ১৮। তুঁতের জলযোজনের পানির অণুর সংখ্যা কত? [165, 1071, 286, 1079]
ssc-question-line: ক) 2100 MW খ) 2400 MW [29, 1107, 107, 1115]
student-reading-illustration [745, 1193, 915, 1321]
ssc-col2 [165, 837, 299, 1139]
answer-cell: ঘ [751, 1106, 794, 1115]
medical-question-line: ক) 8 × 10⁻¹⁰ m খ) 4 × 10⁻⁹ m [611, 877, 699, 885]
medical-question-line: ১৯। আলোর সমবর্তন কোন তত্ত্ব দিয়ে ব্যাখ্যা করা যায়? [767, 954, 902, 962]
shibalay-headline: শিবালয়ে অজ্ঞাত ঝুলন্ত লাশ উদ্ধার [262, 521, 338, 547]
ssc-section [22, 798, 442, 1149]
medical-title: মেডিকেল এন্ড ডেন্টাল ভর্তি পরীক্ষার প্রস্তুতি : ২০২৩-২০২৪ [452, 802, 923, 823]
medical-question-line: খ) 4 × 10⁻⁶ m থেকে 7 × 10⁻⁶ m [611, 912, 703, 920]
ssc-question-line: ৩১। ভুল কোনটি? [307, 1001, 350, 1009]
class9-author-desc: সহকারী শিক্ষক, জোয়ার বালিকা বিদ্যালয়, সিরাজগঞ্জ [481, 1202, 603, 1209]
ssc-subject: রসায়ন [80, 837, 106, 847]
ssc-question-line: ২৫। নিচের কোনটি অ্যাসিডের ধর্ম? [307, 837, 391, 844]
ssc-question-line: ক) ১ খ) ৩ গ) ৮ ঘ) ১১ [29, 929, 87, 937]
court-headline: চট্টগ্রাম আদালতে বিচারককে লক্ষ্য করে আসামির জুতা নিক্ষেপ [371, 83, 465, 120]
class9-title: ৯ম-১০মশ্রেণির লেখাপড়া [473, 1149, 926, 1179]
answer-cell: ঘ [837, 1088, 880, 1097]
answer-cell: ক [708, 1088, 751, 1097]
ssc-question-line: ক) i ও ii খ) i ও iii গ) ii ও iii ঘ) i, ii ও iii [29, 1014, 139, 1022]
ssc-question-line: ক) পাইরাসিল সংকেত খ) স্থুল সংকেত [29, 954, 120, 962]
cloze-rule: Rule- 04: শূন্যস্থানের পূর্বে Be Verb এবং পরে Preposition থাকলে শূন্যস্থানে Adjective বসে। Ex: Jemi is expert in computer. [481, 1262, 718, 1277]
medical-question-line: ১৮। নিচের কোনটি তড়িৎচুম্বকীয় তরঙ্গ নয়? [767, 928, 870, 936]
answer-cell: খ [580, 1106, 623, 1115]
class9-author: মোছা: সাদিয়া আফরিন রীতি [481, 1194, 556, 1202]
court-article [362, 83, 474, 413]
answer-cell: খ [537, 1079, 580, 1088]
ssc-question-line: ক) পারমাণবিক সংখ্যা খ) নিউট্রন সংখ্যা [165, 871, 261, 879]
answer-cell: গ [708, 1079, 751, 1088]
